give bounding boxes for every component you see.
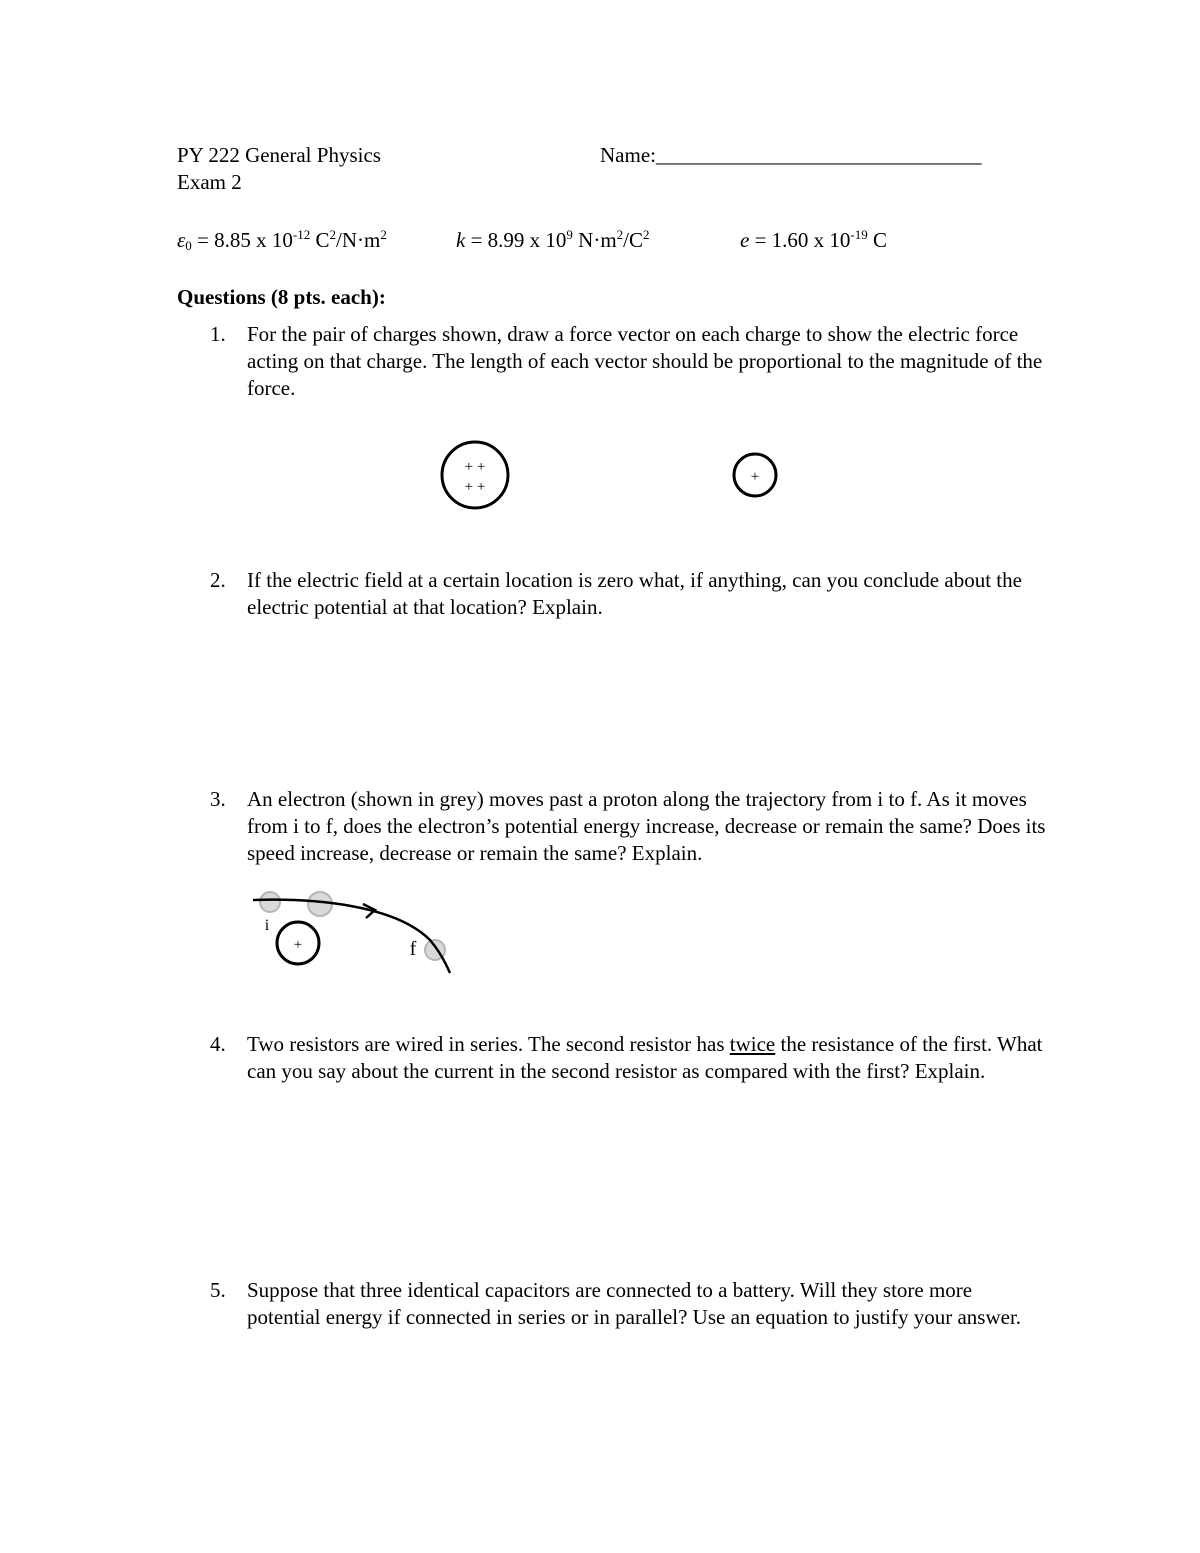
question-number: 3. (210, 787, 226, 811)
label-f: f (409, 938, 417, 960)
proton-sign: + (293, 937, 303, 953)
trajectory-path (253, 900, 450, 973)
course-title: PY 222 General Physics (177, 143, 381, 167)
question-number: 2. (210, 568, 226, 592)
questions-heading: Questions (8 pts. each): (177, 285, 386, 309)
question-text: Two resistors are wired in series. The second resistor has twice the resistance of the first. What can you say about the current in the second resistor as compared with the first? Explain. (247, 1032, 1043, 1083)
label-i: i (264, 917, 270, 934)
electron-middle (308, 892, 332, 916)
trajectory-figure (245, 880, 465, 980)
large-charge-bottom-signs: + + (464, 479, 486, 495)
name-field[interactable]: Name:_______________________________ (600, 143, 982, 167)
question-number: 5. (210, 1278, 226, 1302)
question-text: For the pair of charges shown, draw a force vector on each charge to show the electric force acting on that charge. The length of each vector should be proportional to the magnitude of the force. (247, 322, 1043, 400)
exam-title: Exam 2 (177, 170, 242, 194)
large-charge-circle (442, 442, 508, 508)
electron-initial (260, 892, 280, 912)
large-charge-top-signs: + + (464, 459, 486, 475)
question-number: 1. (210, 322, 226, 346)
charges-figure (430, 435, 800, 520)
question-number: 4. (210, 1032, 226, 1056)
constant-epsilon: $\varepsilon_0 = 8.85$ x $10^{-12}$ $C^2/N\cdot m^2$ (177, 227, 387, 253)
constant-e: e = 1.60 x $10^{-19}$ C (740, 227, 888, 252)
question-text: If the electric field at a certain location is zero what, if anything, can you conclude about the electric potential at that location? Explain. (247, 568, 1022, 619)
emphasis-twice: twice (729, 1032, 776, 1056)
question-text: An electron (shown in grey) moves past a proton along the trajectory from i to f. As it moves from i to f, does the electron’s potential energy increase, decrease or remain the same? Does its speed increase, decrease or remain the same? Explain. (247, 787, 1046, 865)
constant-k: k = 8.99 x $10^9$ $N\cdot m^2/C^2$ (456, 227, 650, 252)
question-text: Suppose that three identical capacitors are connected to a battery. Will they store more potential energy if connected in series or in parallel? Use an equation to justify your answer. (247, 1278, 1022, 1329)
small-charge-sign: + (750, 469, 760, 485)
